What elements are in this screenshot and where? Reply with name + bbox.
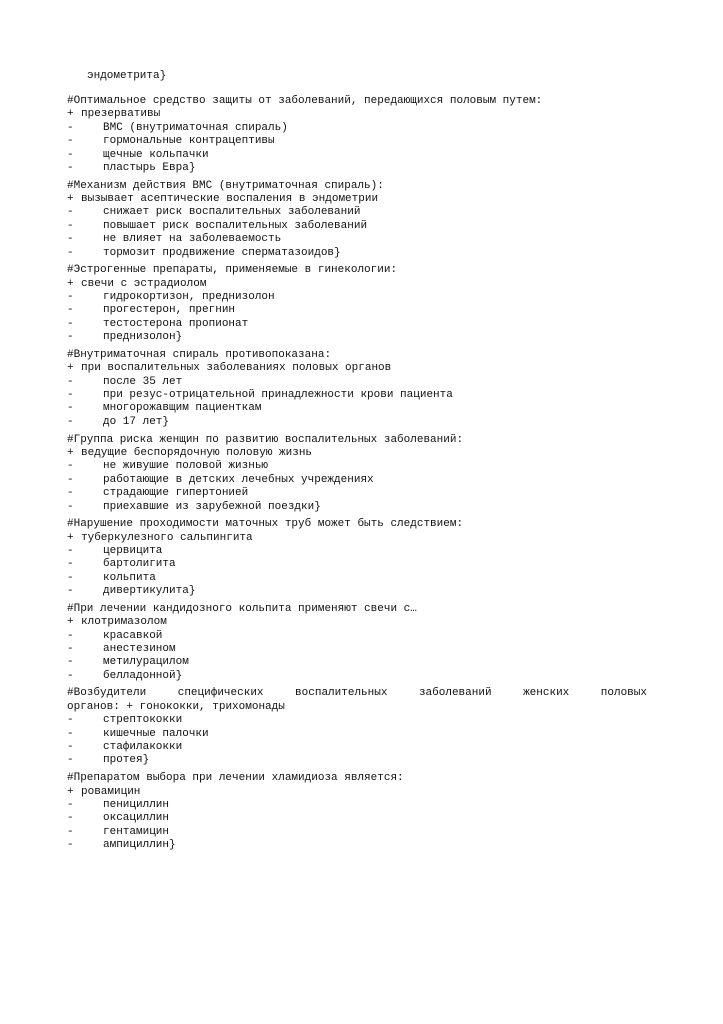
wrong-marker: - [67, 839, 74, 852]
correct-marker: + [67, 362, 74, 375]
wrong-answer [67, 630, 647, 643]
answer-text: туберкулезного сальпингита [81, 531, 253, 544]
question-stem: #Нарушение проходимости маточных труб может быть следствием: [67, 518, 464, 531]
correct-answer [67, 193, 647, 206]
wrong-marker: - [67, 246, 74, 259]
wrong-marker: - [67, 585, 74, 598]
question-block [67, 603, 647, 683]
answer-text: цервицита [103, 544, 163, 557]
question-block [67, 349, 647, 429]
question-stem: #Оптимальное средство защиты от заболеваний, передающихся половым путем: [67, 95, 543, 107]
answer-text: вызывает асептические воспаления в эндометрии [81, 193, 379, 206]
wrong-marker: - [67, 291, 74, 304]
wrong-marker: - [67, 148, 74, 161]
wrong-answer [67, 135, 647, 148]
wrong-marker: - [67, 727, 74, 740]
answer-text: страдающие гипертонией [103, 487, 249, 500]
wrong-marker: - [67, 656, 74, 669]
wrong-marker: - [67, 754, 74, 767]
wrong-answer [67, 402, 647, 415]
wrong-marker: - [67, 402, 74, 415]
wrong-answer [67, 826, 647, 839]
correct-answer [67, 786, 647, 799]
answer-text: ровамицин [81, 785, 141, 798]
wrong-marker: - [67, 219, 74, 232]
wrong-answer [67, 839, 647, 852]
correct-answer [67, 532, 647, 545]
wrong-answer [67, 545, 647, 558]
wrong-marker: - [67, 825, 74, 838]
wrong-answer [67, 558, 647, 571]
answer-text: снижает риск воспалительных заболеваний [103, 206, 361, 219]
wrong-marker: - [67, 487, 74, 500]
correct-marker: + [67, 193, 74, 206]
answer-text: метилурацилом [103, 656, 189, 669]
wrong-marker: - [67, 798, 74, 811]
answer-text: при резус-отрицательной принадлежности крови пациента [103, 389, 453, 402]
wrong-answer [67, 376, 647, 389]
answer-text: тормозит продвижение сперматазоидов} [103, 246, 341, 259]
wrong-answer [67, 149, 647, 162]
question-block [67, 772, 647, 852]
answer-text: гормональные контрацептивы [103, 135, 275, 148]
wrong-answer [67, 318, 647, 331]
answer-text: многорожавщим пациенткам [103, 402, 262, 415]
answer-text: стрептококки [103, 714, 183, 727]
wrong-answer [67, 501, 647, 514]
question-stem: #Механизм действия ВМС (внутриматочная спираль): [67, 179, 384, 192]
answer-text: повышает риск воспалительных заболеваний [103, 219, 368, 232]
wrong-answer [67, 585, 647, 598]
wrong-marker: - [67, 389, 74, 402]
question-block [67, 687, 647, 767]
question-stem-continuation: органов: [67, 700, 120, 713]
wrong-answer [67, 220, 647, 233]
wrong-marker: - [67, 544, 74, 557]
wrong-answer [67, 416, 647, 429]
question-list [67, 95, 647, 857]
wrong-answer [67, 670, 647, 683]
question-stem: #Препаратом выбора при лечении хламидиоза является: [67, 772, 404, 785]
wrong-marker: - [67, 812, 74, 825]
wrong-marker: - [67, 121, 74, 134]
answer-text: пластырь Евра} [103, 161, 196, 174]
wrong-answer [67, 656, 647, 669]
wrong-marker: - [67, 233, 74, 246]
wrong-answer [67, 474, 647, 487]
question-block [67, 264, 647, 344]
wrong-answer [67, 572, 647, 585]
answer-text: после 35 лет [103, 375, 183, 388]
answer-text: бартолигита [103, 558, 176, 571]
wrong-marker: - [67, 415, 74, 428]
correct-answer [67, 362, 647, 375]
wrong-marker: - [67, 304, 74, 317]
wrong-answer [67, 812, 647, 825]
answer-text: дивертикулита} [103, 585, 196, 598]
correct-answer: гонококки, трихомонады [139, 700, 285, 713]
answer-text: белладонной} [103, 669, 183, 682]
question-block [67, 518, 647, 598]
wrong-answer [67, 799, 647, 812]
wrong-answer [67, 304, 647, 317]
wrong-answer [67, 754, 647, 767]
wrong-marker: - [67, 375, 74, 388]
wrong-answer [67, 331, 647, 344]
correct-marker: + [67, 616, 74, 629]
answer-text: клотримазолом [81, 616, 167, 629]
answer-text: не живушие половой жизнью [103, 460, 269, 473]
answer-text: красавкой [103, 629, 163, 642]
wrong-marker: - [67, 473, 74, 486]
correct-marker: + [126, 700, 134, 713]
wrong-answer [67, 487, 647, 500]
wrong-marker: - [67, 206, 74, 219]
answer-text: оксациллин [103, 812, 170, 825]
wrong-marker: - [67, 643, 74, 656]
answer-text: свечи с эстрадиолом [81, 277, 207, 290]
answer-text: до 17 лет} [103, 415, 170, 428]
question-stem: #Внутриматочная спираль противопоказана: [67, 348, 332, 361]
answer-text: презервативы [81, 108, 161, 121]
answer-text: не влияет на заболеваемость [103, 233, 282, 246]
question-block [67, 434, 647, 514]
wrong-marker: - [67, 714, 74, 727]
answer-text: ведущие беспорядочную половую жизнь [81, 446, 313, 459]
correct-marker: + [67, 446, 74, 459]
wrong-answer [67, 291, 647, 304]
correct-marker: + [67, 531, 74, 544]
answer-text: кольпита [103, 571, 156, 584]
wrong-marker: - [67, 741, 74, 754]
wrong-answer [67, 389, 647, 402]
answer-text: работающие в детских лечебных учреждениях [103, 473, 374, 486]
answer-text: анестезином [103, 643, 176, 656]
wrong-answer [67, 714, 647, 727]
question-stem: #Группа риска женщин по развитию воспалительных заболеваний: [67, 433, 464, 446]
question-block [67, 180, 647, 260]
wrong-marker: - [67, 571, 74, 584]
answer-text: тестостерона пропионат [103, 317, 249, 330]
correct-answer [67, 108, 647, 121]
question-stem: #При лечении кандидозного кольпита применяют свечи с… [67, 602, 417, 615]
question-block [67, 95, 647, 175]
wrong-answer [67, 460, 647, 473]
answer-text: стафилакокки [103, 741, 183, 754]
correct-answer [67, 447, 647, 460]
correct-answer [67, 616, 647, 629]
answer-text: пенициллин [103, 798, 170, 811]
correct-marker: + [67, 108, 74, 121]
correct-answer [67, 278, 647, 291]
wrong-marker: - [67, 558, 74, 571]
continuation-text: эндометрита} [87, 70, 167, 82]
wrong-answer [67, 206, 647, 219]
answer-text: при воспалительных заболеваниях половых органов [81, 362, 392, 375]
wrong-answer [67, 741, 647, 754]
wrong-marker: - [67, 669, 74, 682]
wrong-marker: - [67, 331, 74, 344]
answer-text: гидрокортизон, преднизолон [103, 291, 275, 304]
wrong-answer [67, 162, 647, 175]
wrong-marker: - [67, 161, 74, 174]
correct-marker: + [67, 277, 74, 290]
wrong-marker: - [67, 500, 74, 513]
question-stem: #Эстрогенные препараты, применяемые в гинекологии: [67, 264, 398, 277]
wrong-marker: - [67, 460, 74, 473]
answer-text: прогестерон, прегнин [103, 304, 236, 317]
answer-text: преднизолон} [103, 331, 183, 344]
wrong-answer [67, 643, 647, 656]
answer-text: гентамицин [103, 825, 170, 838]
answer-text: ампициллин} [103, 839, 176, 852]
wrong-marker: - [67, 317, 74, 330]
wrong-marker: - [67, 629, 74, 642]
answer-text: протея} [103, 754, 150, 767]
wrong-answer [67, 728, 647, 741]
answer-text: кишечные палочки [103, 727, 209, 740]
stem-correct-line [67, 701, 647, 714]
answer-text: ВМС (внутриматочная спираль) [103, 121, 288, 134]
wrong-answer [67, 122, 647, 135]
wrong-answer [67, 233, 647, 246]
wrong-answer [67, 247, 647, 260]
answer-text: щечные кольпачки [103, 148, 209, 161]
correct-marker: + [67, 785, 74, 798]
wrong-marker: - [67, 135, 74, 148]
question-stem: #Возбудители специфических воспалительных заболеваний женских половых [67, 687, 647, 700]
answer-text: приехавшие из зарубежной поездки} [103, 500, 321, 513]
